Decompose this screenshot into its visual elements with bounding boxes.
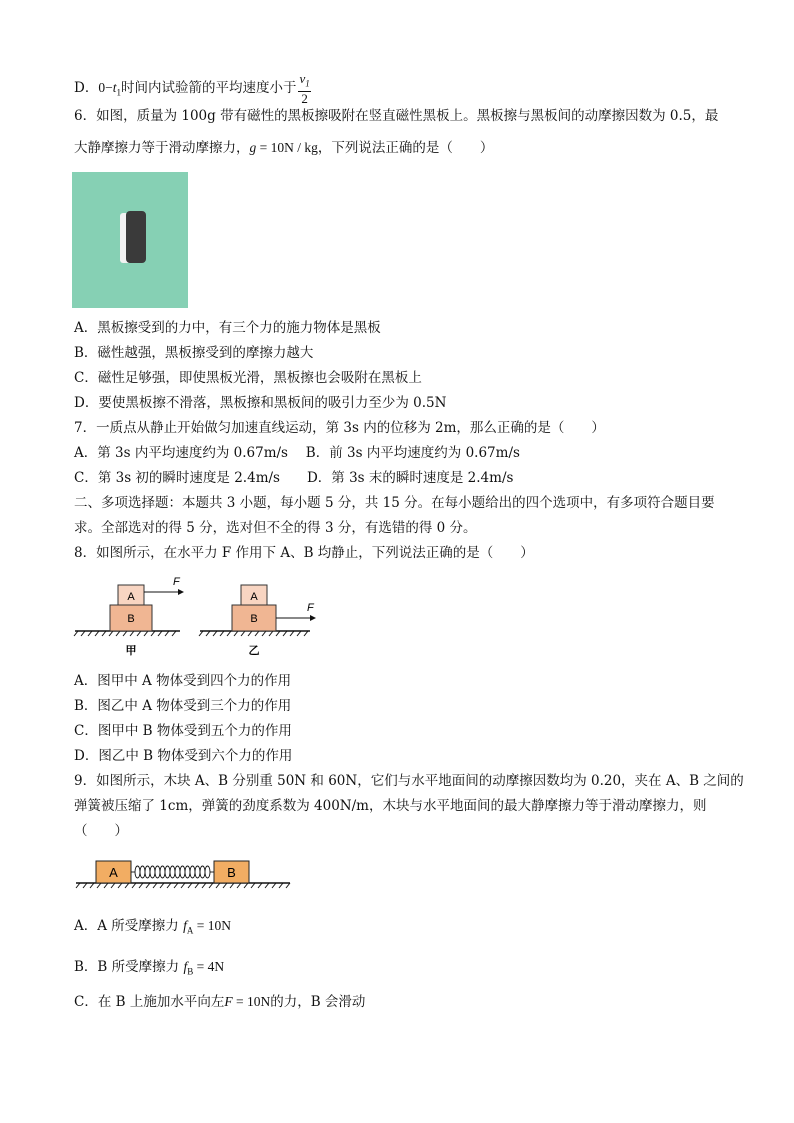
q5-frac-sub: 1 (305, 78, 310, 89)
q7-stem: 7．一质点从静止开始做匀加速直线运动，第 3s 内的位移为 2m，那么正确的是（ ） (74, 420, 605, 436)
label-b-yi: B (250, 613, 258, 625)
q5-frac-den: 2 (301, 90, 308, 106)
q9-option-a-text: A．A 所受摩擦力 (74, 918, 179, 934)
q6-stem-line2-a: 大静摩擦力等于滑动摩擦力， (74, 140, 250, 156)
force-arrowhead-jia (178, 589, 184, 595)
section2-line2: 求。全部选对的得 5 分，选对但不全的得 3 分，有选错的得 0 分。 (74, 520, 477, 536)
q9-figure (72, 852, 297, 897)
q8-figure (70, 572, 330, 662)
q5-option-d-prefix: D． (74, 79, 99, 96)
q9-label-b: B (227, 865, 236, 880)
q9-label-a: A (109, 865, 118, 880)
q5-dash: − (105, 79, 113, 95)
force-arrowhead-yi (310, 615, 316, 621)
label-b-jia: B (127, 613, 135, 625)
q9-option-a-sub: A (186, 925, 194, 936)
q8-option-b: B．图乙中 A 物体受到三个力的作用 (74, 698, 292, 714)
q5-zero: 0 (98, 79, 106, 95)
q6-option-a: A．黑板擦受到的力中，有三个力的施力物体是黑板 (74, 320, 381, 336)
label-f-jia: F (173, 576, 180, 588)
q9-stem-line2: 弹簧被压缩了 1cm，弹簧的劲度系数为 400N/m，木块与水平地面间的最大静摩擦力等于滑动摩擦力，则 (74, 798, 707, 814)
label-a-yi: A (250, 591, 258, 603)
section2-line1: 二、多项选择题：本题共 3 小题，每小题 5 分，共 15 分。在每小题给出的四个选项中，有多项符合题目要 (74, 495, 715, 511)
q8-option-c: C．图甲中 B 物体受到五个力的作用 (74, 723, 292, 739)
q5-option-d (74, 72, 311, 105)
q6-stem-line2 (74, 139, 493, 157)
q6-g-value: = 10N / kg (256, 140, 318, 155)
q7-options-row1: A．第 3s 内平均速度约为 0.67m/s B．前 3s 内平均速度约为 0.67m/s (74, 445, 520, 461)
q9-option-a-value: = 10N (193, 918, 231, 933)
q9-option-b-value: = 4N (193, 959, 225, 974)
q9-option-c (74, 993, 365, 1011)
caption-jia: 甲 (125, 645, 137, 657)
q8-option-d: D．图乙中 B 物体受到六个力的作用 (74, 748, 293, 764)
q8-stem: 8．如图所示，在水平力 F 作用下 A、B 均静止，下列说法正确的是（ ） (74, 545, 534, 561)
q8-option-a: A．图甲中 A 物体受到四个力的作用 (74, 673, 292, 689)
label-a-jia: A (127, 591, 135, 603)
q6-stem-line2-b: ，下列说法正确的是（ ） (317, 140, 494, 156)
q9-option-b (74, 958, 224, 981)
q7-options-row2: C．第 3s 初的瞬时速度是 2.4m/s D．第 3s 末的瞬时速度是 2.4m/s (74, 470, 514, 486)
q5-fraction (298, 72, 310, 105)
q9-option-b-sub: B (187, 966, 194, 977)
q5-frac-num (298, 72, 310, 92)
q9-spring (131, 866, 214, 878)
q9-option-a (74, 917, 231, 940)
q9-option-b-f: f (183, 959, 188, 974)
q9-option-c-F: F (224, 994, 233, 1009)
q5-frac-v: v (299, 71, 306, 86)
q5-t: t (112, 79, 117, 95)
q5-option-d-text: 时间内试验箭的平均速度小于 (120, 79, 297, 96)
q5-t-sub: 1 (116, 87, 121, 98)
q9-option-a-f: f (183, 918, 187, 933)
q6-g: g (249, 140, 257, 155)
figure-yi (199, 585, 316, 657)
label-f-yi: F (307, 602, 314, 614)
q6-option-b: B．磁性越强，黑板擦受到的摩擦力越大 (74, 345, 314, 361)
q9-option-c-text1: C．在 B 上施加水平向左 (74, 994, 225, 1010)
q9-option-b-text: B．B 所受摩擦力 (74, 959, 180, 975)
caption-yi: 乙 (248, 645, 260, 657)
q6-option-d: D．要使黑板擦不滑落，黑板擦和黑板间的吸引力至少为 0.5N (74, 395, 447, 411)
q9-option-c-value: = 10N (232, 994, 271, 1009)
q9-stem-line3: （ ） (74, 823, 128, 839)
q6-stem-line1: 6．如图，质量为 100g 带有磁性的黑板擦吸附在竖直磁性黑板上。黑板擦与黑板间的动摩擦因数为 0.5，最 (74, 108, 719, 124)
eraser-body (126, 211, 146, 263)
q6-option-c: C．磁性足够强，即使黑板光滑，黑板擦也会吸附在黑板上 (74, 370, 422, 386)
q9-option-c-text2: 的力，B 会滑动 (270, 994, 366, 1010)
q9-stem-line1: 9．如图所示，木块 A、B 分别重 50N 和 60N，它们与水平地面间的动摩擦因数均为 0.20，夹在 A、B 之间的 (74, 773, 744, 789)
figure-jia (74, 576, 184, 657)
